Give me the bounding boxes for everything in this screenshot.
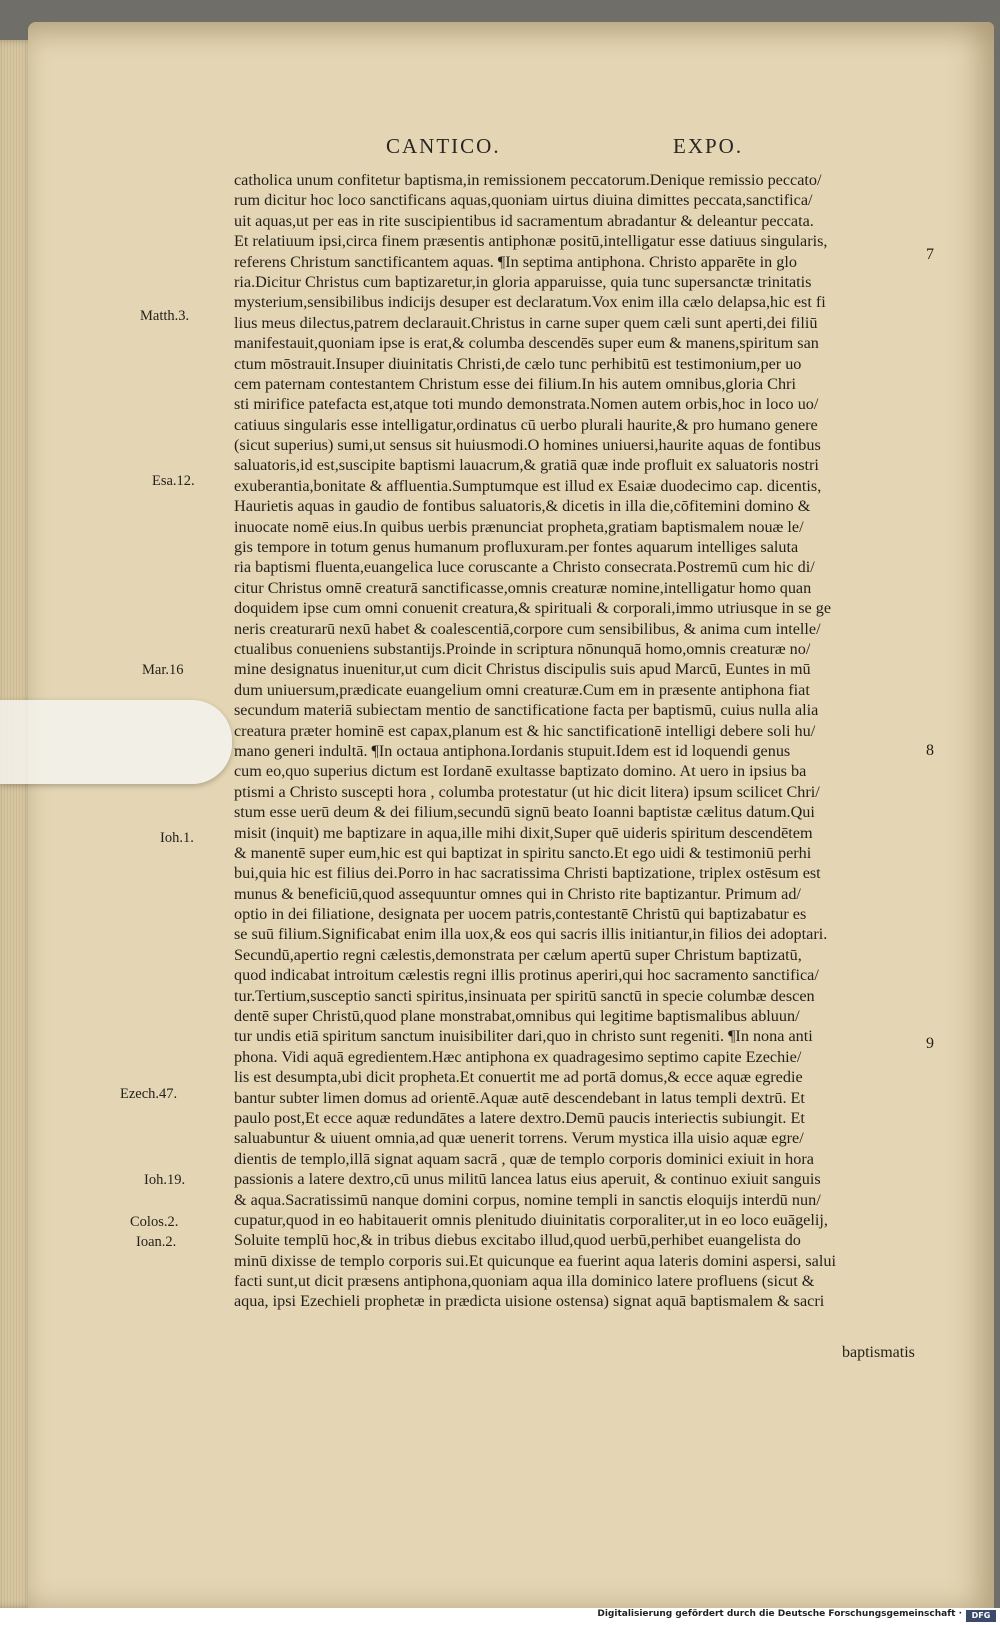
running-header [28, 134, 994, 164]
text-line: quod indicabat introitum cælestis regni illis protinus aperiri,qui hoc sacramento sanctifica/ [234, 966, 819, 985]
text-line: ria baptismi fluenta,euangelica luce coruscante a Christo consecrata.Postremū cum hic di/ [234, 558, 815, 577]
digitization-footer [0, 1608, 1000, 1625]
header-left: CANTICO. [386, 134, 501, 158]
text-line: cum eo,quo superius dictum est Iordanē exultasse baptizato domino. At uero in ipsius ba [234, 762, 807, 781]
text-line: se suū filium.Significabat enim illa uox,& eos qui sacris illis initiantur,in filios dei adoptari. [234, 925, 828, 944]
text-line: mysterium,sensibilibus indicijs desuper est declaratum.Vox enim illa cælo delapsa,hic est fi [234, 293, 826, 312]
text-line: optio in dei filiatione, designata per uocem patris,contestantē Christū qui baptizabatur es [234, 905, 807, 924]
antiphon-number: 8 [926, 742, 934, 759]
text-line: saluatoris,id est,suscipite baptismi lauacrum,& gratiā quæ inde profluit ex saluatoris nostri [234, 456, 819, 475]
text-line: catholica unum confitetur baptisma,in remissionem peccatorum.Denique remissio peccato/ [234, 171, 822, 189]
text-line: bui,quia hic est filius dei.Porro in hac sacratissima Christi baptizatione, triplex ostēsum est [234, 864, 821, 883]
text-line: & aqua.Sacratissimū nanque domini corpus, nomine templi in sanctis eloquijs interdū nun/ [234, 1190, 821, 1209]
text-line: neris creaturarū nexū habet & coalescentiā,corpore cum sensibilibus, & anima cum intelle/ [234, 619, 821, 638]
text-line: uit aquas,ut per eas in rite suscipientibus id sacramentum abradantur & deleantur peccata. [234, 211, 814, 230]
text-line: passionis a latere dextro,cū unus militū lancea latus eius aperuit, & continuo exiuit sanguis [234, 1170, 821, 1189]
text-line: facti sunt,ut dicit præsens antiphona,quoniam aqua illa dominico latere profluens (sicut & [234, 1272, 815, 1291]
text-line: ctum mōstrauit.Insuper diuinitatis Christi,de cælo tunc perhibitū est testimonium,per uo [234, 354, 802, 373]
text-line: dum uniuersum,prædicate euangelium omni creaturæ.Cum em in præsente antiphona fiat [234, 680, 810, 699]
text-line: creatura præter hominē est capax,planum est & hic sanctificationē intelligi debere soli hu/ [234, 721, 816, 740]
text-line: exuberantia,bonitate & affluentia.Sumptumque est illud ex Esaiæ duodecimo cap. dicentis, [234, 476, 822, 495]
text-line: tur.Tertium,susceptio sancti spiritus,insinuata per spiritū sanctū in specie columbæ descen [234, 986, 815, 1005]
text-line: dentē super Christū,quod plane monstrabat,omnibus qui legitime baptismalibus abluun/ [234, 1007, 800, 1026]
text-line: rum dicitur hoc loco sanctificans aquas,quoniam uirtus diuina dimittes peccata,sanctifica/ [234, 191, 813, 210]
text-line: misit (inquit) me baptizare in aqua,ille mihi dixit,Super quē uideris spiritum descendētem [234, 823, 813, 842]
antiphon-number: 9 [926, 1035, 934, 1052]
text-line: ria.Dicitur Christus cum baptizaretur,in gloria apparuisse, quia tunc supersanctæ trinitatis [234, 272, 812, 291]
text-line: Secundū,apertio regni cælestis,demonstrata per cælum apertū super Christum baptizatū, [234, 945, 802, 964]
margin-note: Colos.2. [130, 1214, 179, 1230]
text-line: Haurietis aquas in gaudio de fontibus saluatoris,& dicetis in illa die,cōfitemini domino & [234, 497, 811, 516]
margin-note: Esa.12. [152, 473, 195, 489]
text-line: referens Christum sanctificantem aquas. ¶In septima antiphona. Christo apparēte in glo [234, 252, 797, 271]
text-line: dientis de templo,illā signat aquam sacrā , quæ de templo corporis dominici exiuit in hora [234, 1149, 814, 1168]
text-line: gis tempore in totum genus humanum profluxuram.per fontes aquarum intelliges saluta [234, 538, 799, 557]
text-line: stum esse uerū deum & dei filium,secundū signū beato Ioanni baptistæ cælitus datum.Qui [234, 803, 815, 822]
margin-note: Ioan.2. [136, 1234, 177, 1250]
text-line: doquidem ipse cum omni conuenit creatura,& spirituali & corporali,immo utriusque in se ge [234, 599, 832, 618]
text-line: & manentē super eum,hic est qui baptizat in spiritu sancto.Et ego uidi & testimoniū perhi [234, 843, 812, 862]
text-line: saluabuntur & uiuent omnia,ad quæ uenerit torrens. Verum mystica illa uisio aquæ egre/ [234, 1129, 804, 1148]
book-page [28, 22, 994, 1608]
text-line: (sicut superius) sumi,ut sensus sit huiusmodi.O homines uniuersi,haurite aquas de fontibus [234, 436, 821, 455]
text-line: bantur subter limen domus ad orientē.Aquæ autē descendebant in latus templi dextrū. Et [234, 1088, 805, 1107]
text-line: ctualibus conueniens substantijs.Proinde in scriptura nōnunquā homo,omnis creaturæ no/ [234, 639, 811, 658]
catchword: baptismatis [842, 1344, 915, 1361]
text-line: cupatur,quod in eo habitauerit omnis plenitudo diuinitatis corporaliter,ut in eo loco euāgelij, [234, 1210, 828, 1229]
text-line: mano generi indultā. ¶In octaua antiphona.Iordanis stupuit.Idem est id loquendi genus [234, 741, 791, 760]
margin-note: Ezech.47. [120, 1086, 178, 1102]
text-line: mine designatus inuenitur,ut cum dicit Christus discipulis suis apud Marcū, Euntes in mū [234, 660, 811, 679]
body-text [234, 170, 946, 1312]
text-line: inuocate nomē eius.In quibus uerbis prænunciat propheta,gratiam baptismalem nouæ le/ [234, 517, 804, 536]
margin-note: Ioh.1. [160, 830, 194, 846]
text-line: citur Christus omnē creaturā sanctificasse,omnis creaturæ nomine,intelligatur homo quan [234, 578, 812, 597]
text-line: sti mirifice patefacta est,atque toti mundo demonstrata.Nomen autem orbis,hoc in loco uo/ [234, 395, 819, 414]
text-line: lius meus dilectus,patrem declarauit.Christus in carne super quem cæli sunt aperti,dei filiū [234, 313, 818, 332]
text-line: manifestauit,quoniam ipse is erat,& columba descendēs super eum & manens,spiritum san [234, 334, 819, 353]
text-line: ptismi a Christo suscepti hora , columba protestatur (ut hic dicit litera) ipsum scilicet Chri/ [234, 782, 820, 801]
margin-note: Ioh.19. [144, 1172, 186, 1188]
text-line: Et relatiuum ipsi,circa finem præsentis antiphonæ positū,intelligatur esse datiuus singularis, [234, 232, 828, 251]
text-line: tur undis etiā spiritum sanctum inuisibiliter dari,quo in christo sunt regeniti. ¶In nona anti [234, 1027, 813, 1046]
footer-text: Digitalisierung gefördert durch die Deutsche Forschungsgemeinschaft · [597, 1609, 962, 1619]
text-line: secundum materiā subiectam mentio de sanctificatione facta per baptismū, cuius nulla alia [234, 701, 819, 720]
dfg-logo: DFG [966, 1610, 996, 1622]
margin-note: Matth.3. [140, 308, 190, 324]
text-line: Soluite templū hoc,& in tribus diebus excitabo illud,quod uerbū,perhibet euangelista do [234, 1231, 801, 1250]
text-line: munus & beneficiū,quod assequuntur omnes qui in Christo rite baptizantur. Primum ad/ [234, 884, 801, 903]
header-right: EXPO. [673, 134, 744, 158]
antiphon-number: 7 [926, 246, 934, 263]
text-line: paulo post,Et ecce aquæ redundātes a latere dextro.Demū paucis interiectis subiungit. Et [234, 1108, 805, 1127]
bookmark-tab [0, 700, 232, 784]
text-line: catiuus singularis esse intelligatur,ordinatus cū uerbo plurali haurite,& pro humano genere [234, 415, 818, 434]
text-line: minū dixisse de templo corporis sui.Et quicunque ea fuerint aqua lateris domini aspersi, salui [234, 1251, 836, 1270]
margin-note: Mar.16 [142, 662, 184, 678]
text-line: cem paternam contestantem Christum esse dei filium.In his autem omnibus,gloria Chri [234, 374, 796, 393]
text-line: aqua, ipsi Ezechieli prophetæ in prædicta uisione ostensa) signat aquā baptismalem & sacri [234, 1292, 825, 1311]
text-line: phona. Vidi aquā egredientem.Hæc antiphona ex quadragesimo septimo capite Ezechie/ [234, 1047, 802, 1066]
text-line: lis est desumpta,ubi dicit propheta.Et conuertit me ad portā domus,& ecce aquæ egredie [234, 1068, 803, 1087]
